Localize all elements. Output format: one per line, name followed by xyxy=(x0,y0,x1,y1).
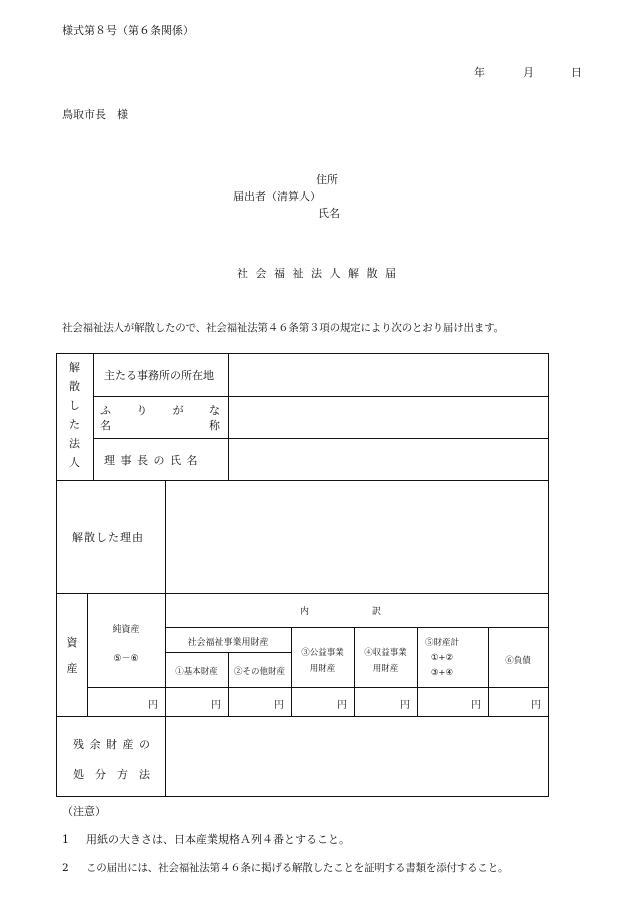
social-welfare-business-label: 社会福祉事業用財産 xyxy=(187,638,269,648)
dissolution-reason-label: 解散した理由 xyxy=(72,531,144,544)
assets-label: 資 産 xyxy=(66,636,78,675)
document-title: 社会福祉法人解散届 xyxy=(237,267,404,280)
addressee: 鳥取市長 様 xyxy=(62,108,128,121)
yen-unit: 円 xyxy=(531,700,541,711)
date-day-label: 日 xyxy=(571,66,582,79)
address-label: 住所 xyxy=(316,173,338,186)
notifier-name-label: 氏名 xyxy=(318,207,340,220)
dissolved-corporation-label: 解 散 し た 法 人 xyxy=(69,361,80,469)
intro-text: 社会福祉法人が解散したので、社会福祉法第４６条第３項の規定により次のとおり届け出ます。 xyxy=(62,322,504,334)
total-property-header: ⑤財産計 ①+② ③+④ xyxy=(424,638,459,678)
yen-unit: 円 xyxy=(274,700,284,711)
breakdown-label: 内 訳 xyxy=(300,607,382,617)
yen-unit: 円 xyxy=(211,700,221,711)
yen-unit: 円 xyxy=(337,700,347,711)
other-property-header: ②その他財産 xyxy=(233,667,285,677)
date-month-label: 月 xyxy=(523,66,534,79)
net-assets-label: 純資産 xyxy=(112,625,140,635)
profit-business-header: ④収益事業 用財産 xyxy=(364,648,407,674)
yen-unit: 円 xyxy=(400,700,410,711)
public-interest-header: ③公益事業 用財産 xyxy=(301,648,344,674)
corporation-name-label: 名 称 xyxy=(100,419,220,432)
form-number: 様式第８号（第６条関係） xyxy=(62,24,194,37)
notifier-role-label: 届出者（清算人） xyxy=(233,190,321,203)
office-location-label: 主たる事務所の所在地 xyxy=(104,369,214,382)
furigana-label: ふ り が な xyxy=(100,404,220,417)
net-assets-formula: ⑤－⑥ xyxy=(113,654,139,664)
date-year-label: 年 xyxy=(474,66,485,79)
residual-assets-label: 残 余 財 産 の xyxy=(73,738,151,751)
yen-unit: 円 xyxy=(471,700,481,711)
liabilities-header: ⑥負債 xyxy=(505,656,531,666)
yen-unit: 円 xyxy=(148,700,158,711)
disposal-method-label: 処 分 方 法 xyxy=(73,768,150,781)
note-item: 2 この届出には、社会福祉法第４６条に掲げる解散したことを証明する書類を添付すること。 xyxy=(62,862,509,874)
notes-heading: （注意） xyxy=(62,805,106,818)
basic-property-header: ①基本財産 xyxy=(175,667,218,677)
chairman-name-label: 理 事 長 の 氏 名 xyxy=(104,454,199,467)
note-item: 1 用紙の大きさは、日本産業規格Ａ列４番とすること。 xyxy=(62,833,350,846)
